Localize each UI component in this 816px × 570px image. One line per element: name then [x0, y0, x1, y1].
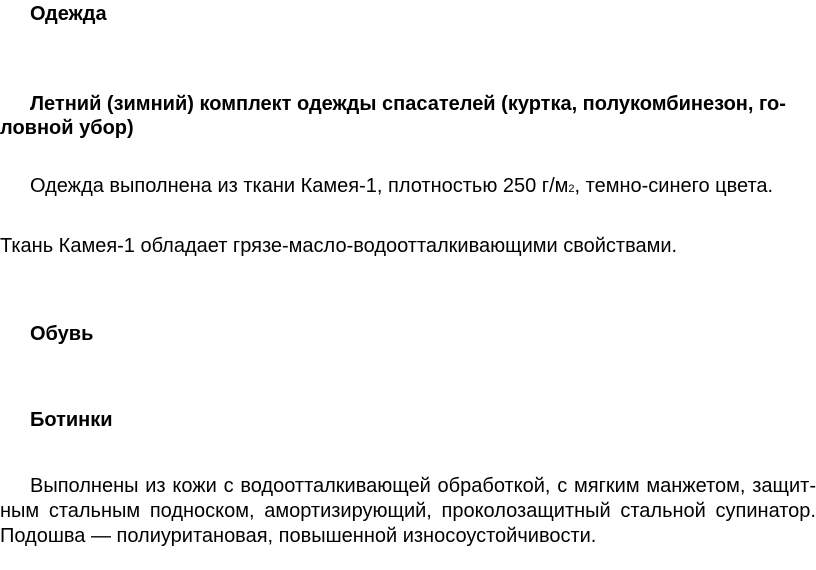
footwear-paragraph: Выполнены из кожи с водоотталкивающей обработкой, с мягким манжетом, защит-ным стальным подноском, амортизирующий, проколозащитный стальной супинатор. Подошва — полиуритановая, повышенной износоустойчивости.	[0, 475, 816, 547]
clothing-paragraph-2: Ткань Камея-1 обладает грязе-масло-водоотталкивающими свойствами.	[0, 235, 678, 257]
clothing-paragraph-1-text: Одежда выполнена из ткани Камея-1, плотностью 250 г/м	[30, 175, 569, 197]
square-superscript: 2	[568, 183, 575, 195]
clothing-paragraph-1	[30, 174, 773, 201]
clothing-paragraph-1-tail: , темно-синего цвета.	[574, 175, 774, 197]
footwear-heading: Обувь	[30, 323, 94, 345]
clothing-heading: Одежда	[30, 3, 107, 25]
clothing-subheading-line1: Летний (зимний) комплект одежды спасателей (куртка, полукомбинезон, го-	[30, 93, 786, 115]
footwear-subheading: Ботинки	[30, 409, 113, 431]
clothing-subheading-line2: ловной убор)	[0, 117, 134, 139]
